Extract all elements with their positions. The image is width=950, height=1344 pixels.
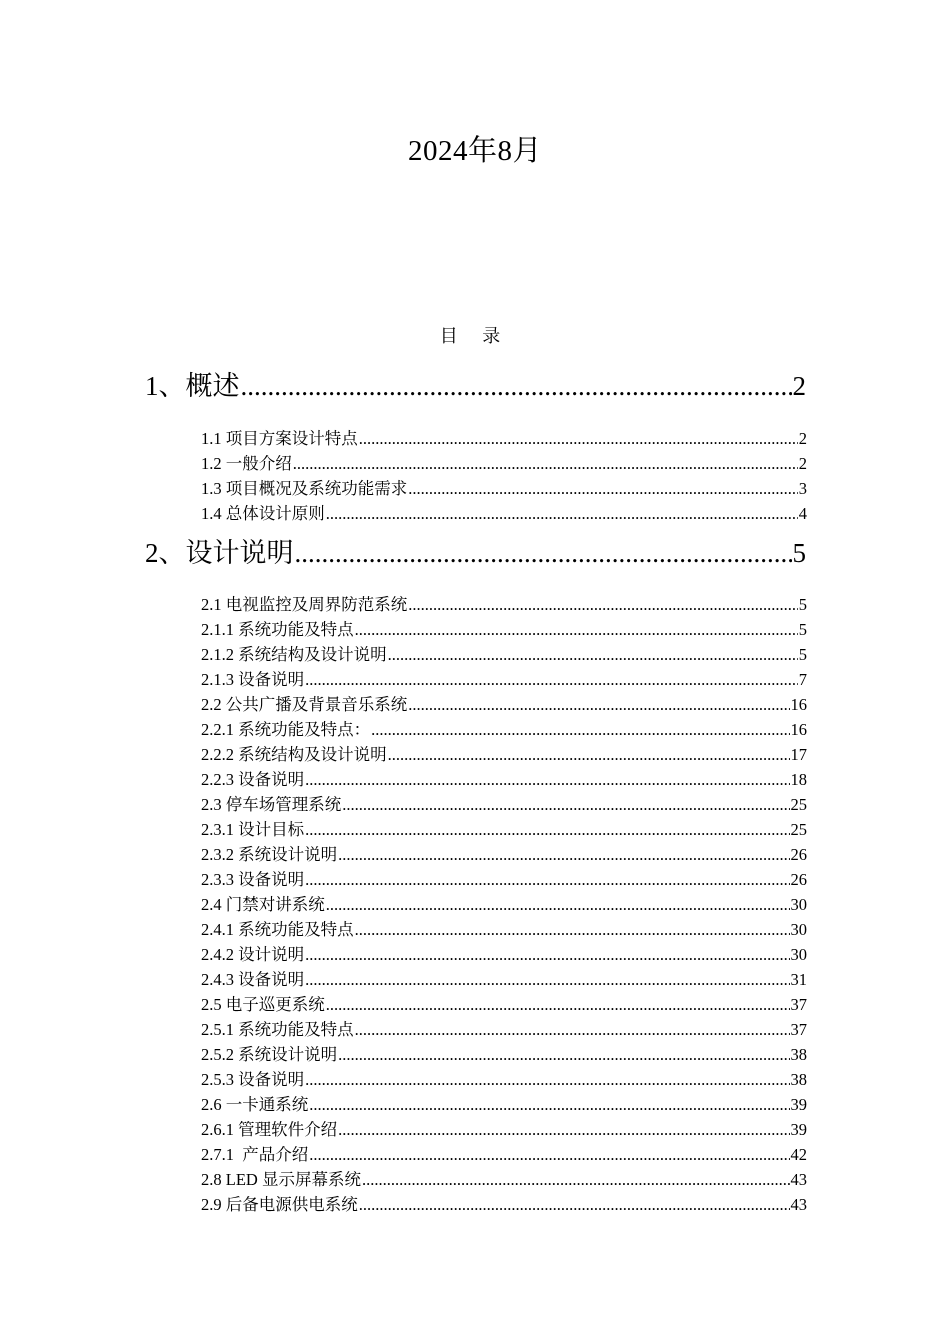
toc-entry-page: 39 bbox=[790, 1120, 807, 1138]
toc-entry-label: 2.4 门禁对讲系统 bbox=[201, 895, 325, 913]
toc-entry[interactable] bbox=[145, 364, 806, 400]
toc-entry[interactable] bbox=[201, 741, 807, 763]
toc-entry-label: 1、概述 bbox=[145, 371, 240, 400]
toc-entry[interactable] bbox=[201, 1141, 807, 1163]
toc-dot-leader bbox=[408, 479, 798, 497]
toc-entry[interactable] bbox=[201, 966, 807, 988]
toc-dot-leader bbox=[305, 970, 789, 988]
toc-entry-label: 1.3 项目概况及系统功能需求 bbox=[201, 479, 408, 497]
toc-dot-leader bbox=[309, 1095, 789, 1113]
toc-entry[interactable] bbox=[201, 641, 807, 663]
toc-entry-page: 5 bbox=[798, 620, 807, 638]
toc-entry-label: 2.4.1 系统功能及特点 bbox=[201, 920, 354, 938]
toc-entry[interactable] bbox=[201, 500, 807, 522]
toc-entry-label: 2.3 停车场管理系统 bbox=[201, 795, 342, 813]
document-date: 2024年8月 bbox=[407, 135, 542, 167]
toc-entry-label: 2.1.1 系统功能及特点 bbox=[201, 620, 354, 638]
toc-entry-page: 37 bbox=[790, 995, 807, 1013]
toc-entry-page: 5 bbox=[798, 595, 807, 613]
toc-entry-label: 1.1 项目方案设计特点 bbox=[201, 429, 358, 447]
toc-dot-leader bbox=[293, 454, 798, 472]
toc-entry-page: 31 bbox=[790, 970, 807, 988]
toc-dot-leader bbox=[359, 1195, 790, 1213]
toc-entry-page: 30 bbox=[790, 920, 807, 938]
toc-entry-label: 2.2.1 系统功能及特点： bbox=[201, 720, 371, 738]
toc-entry-label: 2.6.1 管理软件介绍 bbox=[201, 1120, 338, 1138]
toc-entry[interactable] bbox=[201, 1116, 807, 1138]
toc-entry-page: 7 bbox=[798, 670, 807, 688]
toc-entry[interactable] bbox=[201, 691, 807, 713]
toc-entry-page: 25 bbox=[790, 795, 807, 813]
toc-dot-leader bbox=[408, 695, 789, 713]
toc-dot-leader bbox=[355, 620, 798, 638]
toc-entry-label: 2.1 电视监控及周界防范系统 bbox=[201, 595, 408, 613]
toc-dot-leader bbox=[371, 720, 789, 738]
toc-entry[interactable] bbox=[201, 866, 807, 888]
toc-entry[interactable] bbox=[201, 1191, 807, 1213]
toc-entry[interactable] bbox=[201, 450, 807, 472]
toc-dot-leader bbox=[305, 945, 789, 963]
toc-entry-page: 2 bbox=[798, 454, 807, 472]
toc-dot-leader bbox=[388, 645, 798, 663]
toc-dot-leader bbox=[241, 371, 792, 400]
toc-entry-page: 43 bbox=[790, 1195, 807, 1213]
toc-dot-leader bbox=[359, 429, 798, 447]
toc-entry-page: 38 bbox=[790, 1070, 807, 1088]
toc-entry-label: 2、设计说明 bbox=[145, 538, 294, 567]
toc-entry-label: 2.4.3 设备说明 bbox=[201, 970, 305, 988]
toc-entry-page: 43 bbox=[790, 1170, 807, 1188]
toc-entry[interactable] bbox=[145, 531, 806, 567]
toc-dot-leader bbox=[355, 1020, 790, 1038]
toc-entry-label: 1.4 总体设计原则 bbox=[201, 504, 325, 522]
toc-dot-leader bbox=[305, 670, 798, 688]
toc-entry-label: 2.8 LED 显示屏幕系统 bbox=[201, 1170, 361, 1188]
toc-entry-label: 2.5.1 系统功能及特点 bbox=[201, 1020, 354, 1038]
toc-entry[interactable] bbox=[201, 1091, 807, 1113]
toc-dot-leader bbox=[305, 870, 789, 888]
toc-entry-label: 2.2.3 设备说明 bbox=[201, 770, 305, 788]
toc-entry-label: 2.3.3 设备说明 bbox=[201, 870, 305, 888]
toc-entry-page: 26 bbox=[790, 845, 807, 863]
toc-entry-page: 39 bbox=[790, 1095, 807, 1113]
toc-entry-page: 25 bbox=[790, 820, 807, 838]
toc-entry[interactable] bbox=[201, 666, 807, 688]
toc-entry-label: 2.5 电子巡更系统 bbox=[201, 995, 325, 1013]
toc-entry-page: 18 bbox=[790, 770, 807, 788]
toc-dot-leader bbox=[342, 795, 789, 813]
toc-entry-page: 30 bbox=[790, 895, 807, 913]
toc-entry-page: 17 bbox=[790, 745, 807, 763]
toc-entry[interactable] bbox=[201, 1066, 807, 1088]
toc-dot-leader bbox=[305, 1070, 789, 1088]
toc-entry-label: 2.3.2 系统设计说明 bbox=[201, 845, 338, 863]
toc-dot-leader bbox=[338, 1045, 789, 1063]
toc-entry[interactable] bbox=[201, 1166, 807, 1188]
toc-dot-leader bbox=[408, 595, 798, 613]
toc-dot-leader bbox=[362, 1170, 790, 1188]
toc-entry-label: 2.5.2 系统设计说明 bbox=[201, 1045, 338, 1063]
toc-entry[interactable] bbox=[201, 991, 807, 1013]
toc-entry-label: 2.1.3 设备说明 bbox=[201, 670, 305, 688]
toc-entry-page: 37 bbox=[790, 1020, 807, 1038]
toc-entry-page: 16 bbox=[790, 720, 807, 738]
toc-entry[interactable] bbox=[201, 891, 807, 913]
toc-dot-leader bbox=[338, 1120, 789, 1138]
toc-entry-label: 2.2 公共广播及背景音乐系统 bbox=[201, 695, 408, 713]
toc-entry[interactable] bbox=[201, 941, 807, 963]
toc-entry[interactable] bbox=[201, 425, 807, 447]
toc-entry-label: 2.9 后备电源供电系统 bbox=[201, 1195, 358, 1213]
toc-dot-leader bbox=[338, 845, 789, 863]
toc-entry-page: 2 bbox=[792, 371, 806, 400]
toc-entry-label: 2.7.1 产品介绍 bbox=[201, 1145, 309, 1163]
toc-entry-label: 2.2.2 系统结构及设计说明 bbox=[201, 745, 387, 763]
toc-entry-label: 2.6 一卡通系统 bbox=[201, 1095, 309, 1113]
toc-entry-page: 30 bbox=[790, 945, 807, 963]
toc-entry-page: 5 bbox=[792, 538, 806, 567]
toc-entry[interactable] bbox=[201, 816, 807, 838]
toc-entry[interactable] bbox=[201, 591, 807, 613]
toc-entry-label: 1.2 一般介绍 bbox=[201, 454, 292, 472]
toc-entry[interactable] bbox=[201, 616, 807, 638]
toc-dot-leader bbox=[388, 745, 790, 763]
toc-entry-label: 2.1.2 系统结构及设计说明 bbox=[201, 645, 387, 663]
toc-dot-leader bbox=[326, 895, 790, 913]
toc-entry-label: 2.4.2 设计说明 bbox=[201, 945, 305, 963]
toc-entry[interactable] bbox=[201, 475, 807, 497]
toc-entry-page: 4 bbox=[798, 504, 807, 522]
toc-entry-page: 26 bbox=[790, 870, 807, 888]
toc-entry-page: 16 bbox=[790, 695, 807, 713]
toc-entry[interactable] bbox=[201, 1041, 807, 1063]
toc-dot-leader bbox=[326, 504, 798, 522]
toc-entry-page: 42 bbox=[790, 1145, 807, 1163]
toc-entry-label: 2.3.1 设计目标 bbox=[201, 820, 305, 838]
toc-dot-leader bbox=[295, 538, 792, 567]
toc-title: 目 录 bbox=[439, 326, 511, 346]
toc-entry-page: 2 bbox=[798, 429, 807, 447]
toc-entry-page: 38 bbox=[790, 1045, 807, 1063]
toc-entry[interactable] bbox=[201, 841, 807, 863]
toc-entry-page: 3 bbox=[798, 479, 807, 497]
toc-entry-page: 5 bbox=[798, 645, 807, 663]
toc-entry[interactable] bbox=[201, 916, 807, 938]
toc-dot-leader bbox=[305, 770, 789, 788]
toc-entry[interactable] bbox=[201, 791, 807, 813]
toc-entry[interactable] bbox=[201, 716, 807, 738]
toc-dot-leader bbox=[326, 995, 790, 1013]
toc-entry-label: 2.5.3 设备说明 bbox=[201, 1070, 305, 1088]
toc-dot-leader bbox=[305, 820, 789, 838]
toc-dot-leader bbox=[355, 920, 790, 938]
toc-dot-leader bbox=[309, 1145, 789, 1163]
toc-entry[interactable] bbox=[201, 766, 807, 788]
toc-entry[interactable] bbox=[201, 1016, 807, 1038]
